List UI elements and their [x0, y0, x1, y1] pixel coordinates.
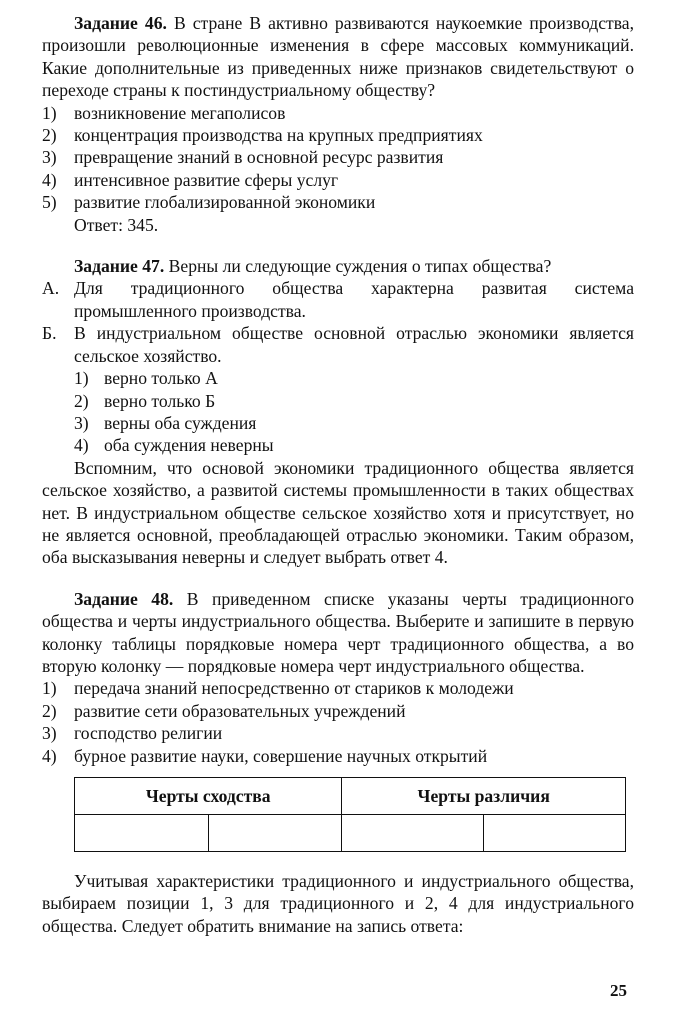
- task-46: [42, 12, 634, 236]
- task-46-title: Задание 46.: [74, 13, 167, 33]
- task-47-title: Задание 47.: [74, 256, 165, 277]
- answer-cell[interactable]: [75, 815, 209, 852]
- statement-a: А. Для традиционного общества характерна развитая система промышленного производства.: [42, 278, 634, 321]
- list-item: 2) развитие сети образовательных учреждений: [42, 700, 406, 721]
- task-47-statement: [42, 255, 634, 277]
- task-48: [42, 588, 634, 937]
- task-48-statement: [42, 588, 634, 678]
- list-item: 4) интенсивное развитие сферы услуг: [42, 169, 339, 190]
- answer-cell[interactable]: [484, 815, 626, 852]
- list-item: 5) развитие глобализированной экономики: [42, 192, 376, 213]
- task-47: [42, 255, 634, 569]
- list-item: 3) господство религии: [42, 723, 223, 744]
- page-number: 25: [610, 981, 627, 1000]
- table-row: [75, 815, 626, 852]
- task-48-title: Задание 48.: [74, 588, 174, 609]
- task-46-options: [42, 102, 634, 214]
- answer-table: [74, 777, 626, 852]
- task-48-explanation: Учитывая характеристики традиционного и индустриального общества, выбираем позиции 1, 3 для традиционного и 2, 4 для индустриального общества. Следует обратить внимание на запись ответа:: [42, 871, 634, 936]
- task-48-options: [42, 677, 634, 767]
- task-47-text: Верны ли следующие суждения о типах общества?: [168, 256, 552, 277]
- page-content: [42, 12, 634, 937]
- task-47-options: [74, 367, 634, 457]
- task-48-text: В приведенном списке указаны черты традиционного общества и черты индустриального общества. Выберите и запишите в первую колонку таблицы порядковые номера черт традиционного общества, а во вторую колонку — порядковые номера черт индустриального общества.: [42, 588, 634, 676]
- table-header-row: [75, 778, 626, 815]
- table-header-similarity: Черты сходства: [75, 778, 342, 815]
- table-header-difference: Черты различия: [342, 778, 626, 815]
- task-46-statement: [42, 12, 634, 102]
- task-47-explanation: Вспомним, что основой экономики традиционного общества является сельское хозяйство, а развитой системы промышленности в таких обществах нет. В индустриальном обществе сельское хозяйство хотя и присутствует, но не является основной, преобладающей отраслью экономики. Таким образом, оба высказывания неверны и следует выбрать ответ 4.: [42, 457, 634, 568]
- task-46-answer: Ответ: 345.: [74, 214, 159, 235]
- task-46-text: В стране В активно развиваются наукоемкие производства, произошли революционные изменения в сфере массовых коммуникаций. Какие дополнительные из приведенных ниже признаков свидетельствуют о переходе страны к постиндустриальному обществу?: [42, 13, 634, 101]
- answer-cell[interactable]: [208, 815, 342, 852]
- list-item: 3) превращение знаний в основной ресурс развития: [42, 147, 444, 168]
- list-item: 4) оба суждения неверны: [74, 435, 274, 456]
- list-item: 2) верно только Б: [74, 390, 216, 411]
- list-item: 3) верны оба суждения: [74, 412, 257, 433]
- list-item: 4) бурное развитие науки, совершение научных открытий: [42, 745, 488, 766]
- list-item: 2) концентрация производства на крупных предприятиях: [42, 125, 483, 146]
- list-item: 1) возникновение мегаполисов: [42, 102, 286, 123]
- list-item: 1) верно только А: [74, 368, 218, 389]
- statement-b: Б. В индустриальном обществе основной отраслью экономики является сельское хозяйство.: [42, 323, 634, 366]
- list-item: 1) передача знаний непосредственно от стариков к молодежи: [42, 678, 514, 699]
- answer-cell[interactable]: [342, 815, 484, 852]
